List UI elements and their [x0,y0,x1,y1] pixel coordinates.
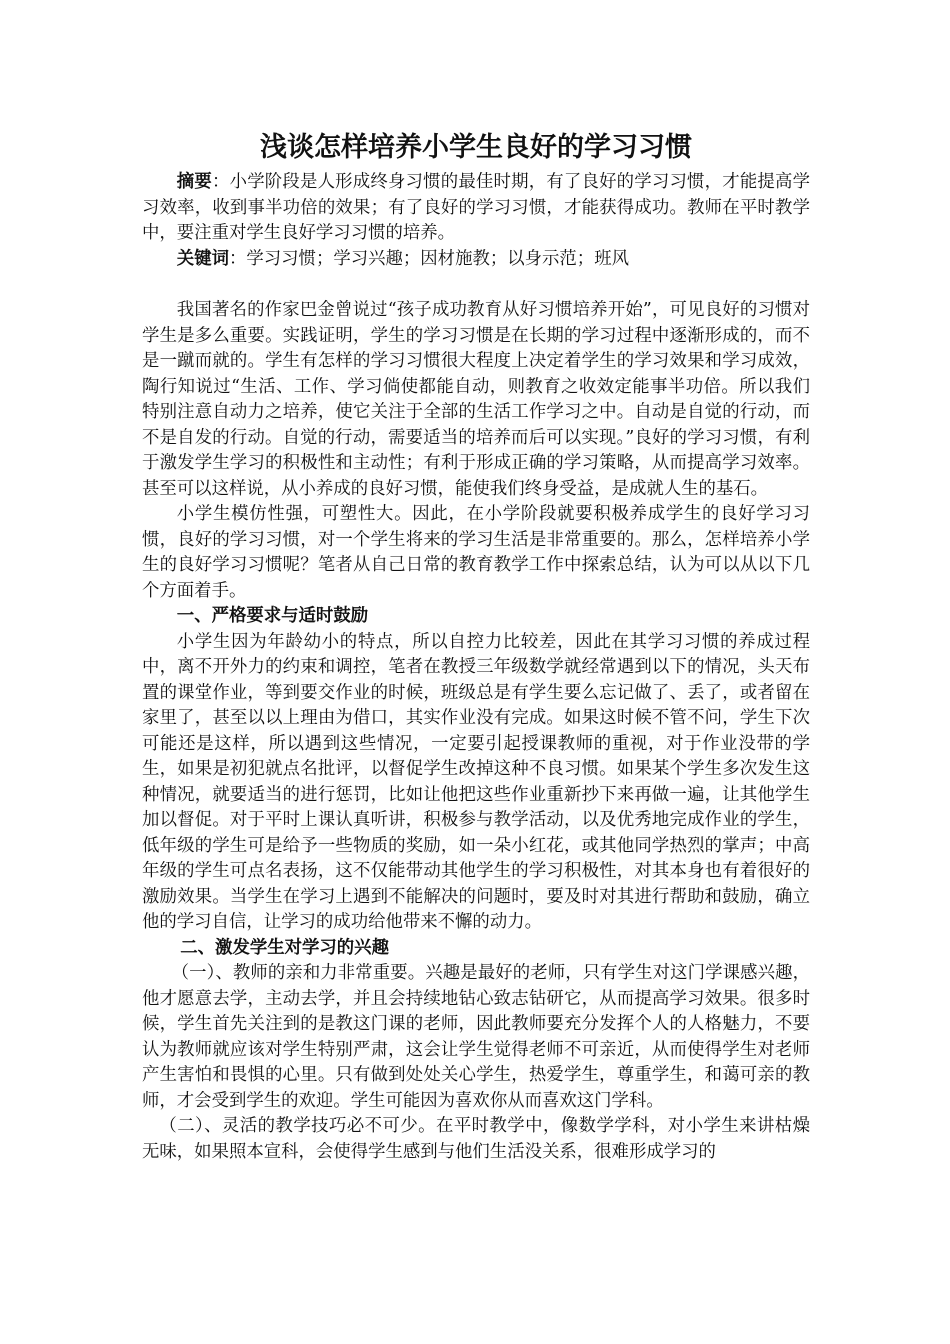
intro-paragraph-2: 小学生模仿性强，可塑性大。因此，在小学阶段就要积极养成学生的良好学习习惯，良好的学习习惯，对一个学生将来的学习生活是非常重要的。那么，怎样培养小学生的良好学习习惯呢？笔者从自己日常的教育教学工作中探索总结，认为可以从以下几个方面着手。 [142,504,810,601]
section-1-paragraph: 小学生因为年龄幼小的特点，所以自控力比较差，因此在其学习习惯的养成过程中，离不开外力的约束和调控，笔者在教授三年级数学就经常遇到以下的情况，头天布置的课堂作业，等到要交作业的时候，班级总是有学生要么忘记做了、丢了，或者留在家里了，甚至以以上理由为借口，其实作业没有完成。如果这时候不管不问，学生下次可能还是这样，所以遇到这些情况，一定要引起授课教师的重视，对于作业没带的学生，如果是初犯就点名批评，以督促学生改掉这种不良习惯。如果某个学生多次发生这种情况，就要适当的进行惩罚，比如让他把这些作业重新抄下来再做一遍，让其他学生加以督促。对于平时上课认真听讲，积极参与教学活动，以及优秀地完成作业的学生，低年级的学生可是给予一些物质的奖励，如一朵小红花，或其他同学热烈的掌声；中高年级的学生可点名表扬，这不仅能带动其他学生的学习积极性，对其本身也有着很好的激励效果。当学生在学习上遇到不能解决的问题时，要及时对其进行帮助和鼓励，确立他的学习自信，让学习的成功给他带来不懈的动力。 [142,631,810,932]
keywords-label: 关键词 [176,248,229,269]
spacer [142,272,810,298]
section-2-subsection-1: （一）、教师的亲和力非常重要。兴趣是最好的老师，只有学生对这门学课感兴趣，他才愿意去学，主动去学，并且会持续地钻心致志钻研它，从而提高学习效果。很多时候，学生首先关注到的是教这门课的老师，因此教师要充分发挥个人的人格魅力，不要认为教师就应该对学生特别严肃，这会让学生觉得老师不可亲近，从而使得学生对老师产生害怕和畏惧的心里。只有做到处处关心学生，热爱学生，尊重学生，和蔼可亲的教师，才会受到学生的欢迎。学生可能因为喜欢你从而喜欢这门学科。 [142,963,810,1111]
keywords [142,247,810,273]
document-page [142,128,810,1165]
abstract-text: ：小学阶段是人形成终身习惯的最佳时期，有了良好的学习习惯，才能提高学习效率，收到事半功倍的效果；有了良好的学习习惯，才能获得成功。教师在平时教学中，要注重对学生良好学习习惯的培养。 [142,172,810,243]
intro-paragraph-1: 我国著名的作家巴金曾说过“孩子成功教育从好习惯培养开始”，可见良好的习惯对学生是多么重要。实践证明，学生的学习习惯是在长期的学习过程中逐渐形成的，而不是一蹴而就的。学生有怎样的学习习惯很大程度上决定着学生的学习效果和学习成效，陶行知说过“生活、工作、学习倘使都能自动，则教育之收效定能事半功倍。所以我们特别注意自动力之培养，使它关注于全部的生活工作学习之中。自动是自觉的行动，而不是自发的行动。自觉的行动，需要适当的培养而后可以实现。”良好的学习习惯，有利于激发学生学习的积极性和主动性；有利于形成正确的学习策略，从而提高学习效率。甚至可以这样说，从小养成的良好习惯，能使我们终身受益，是成就人生的基石。 [142,300,810,499]
abstract-label: 摘要 [176,172,212,192]
section-2-heading: 二、激发学生对学习的兴趣 [180,937,389,958]
keywords-text: ：学习习惯；学习兴趣；因材施教；以身示范；班风 [228,248,629,269]
abstract [142,170,810,247]
document-title: 浅谈怎样培养小学生良好的学习习惯 [260,132,692,163]
section-1-heading: 一、严格要求与适时鼓励 [176,606,369,626]
section-2-subsection-2: （二）、灵活的教学技巧必不可少。在平时教学中，像数学学科，对小学生来讲枯燥无味，如果照本宣科，会使得学生感到与他们生活没关系，很难形成学习的 [142,1116,810,1162]
